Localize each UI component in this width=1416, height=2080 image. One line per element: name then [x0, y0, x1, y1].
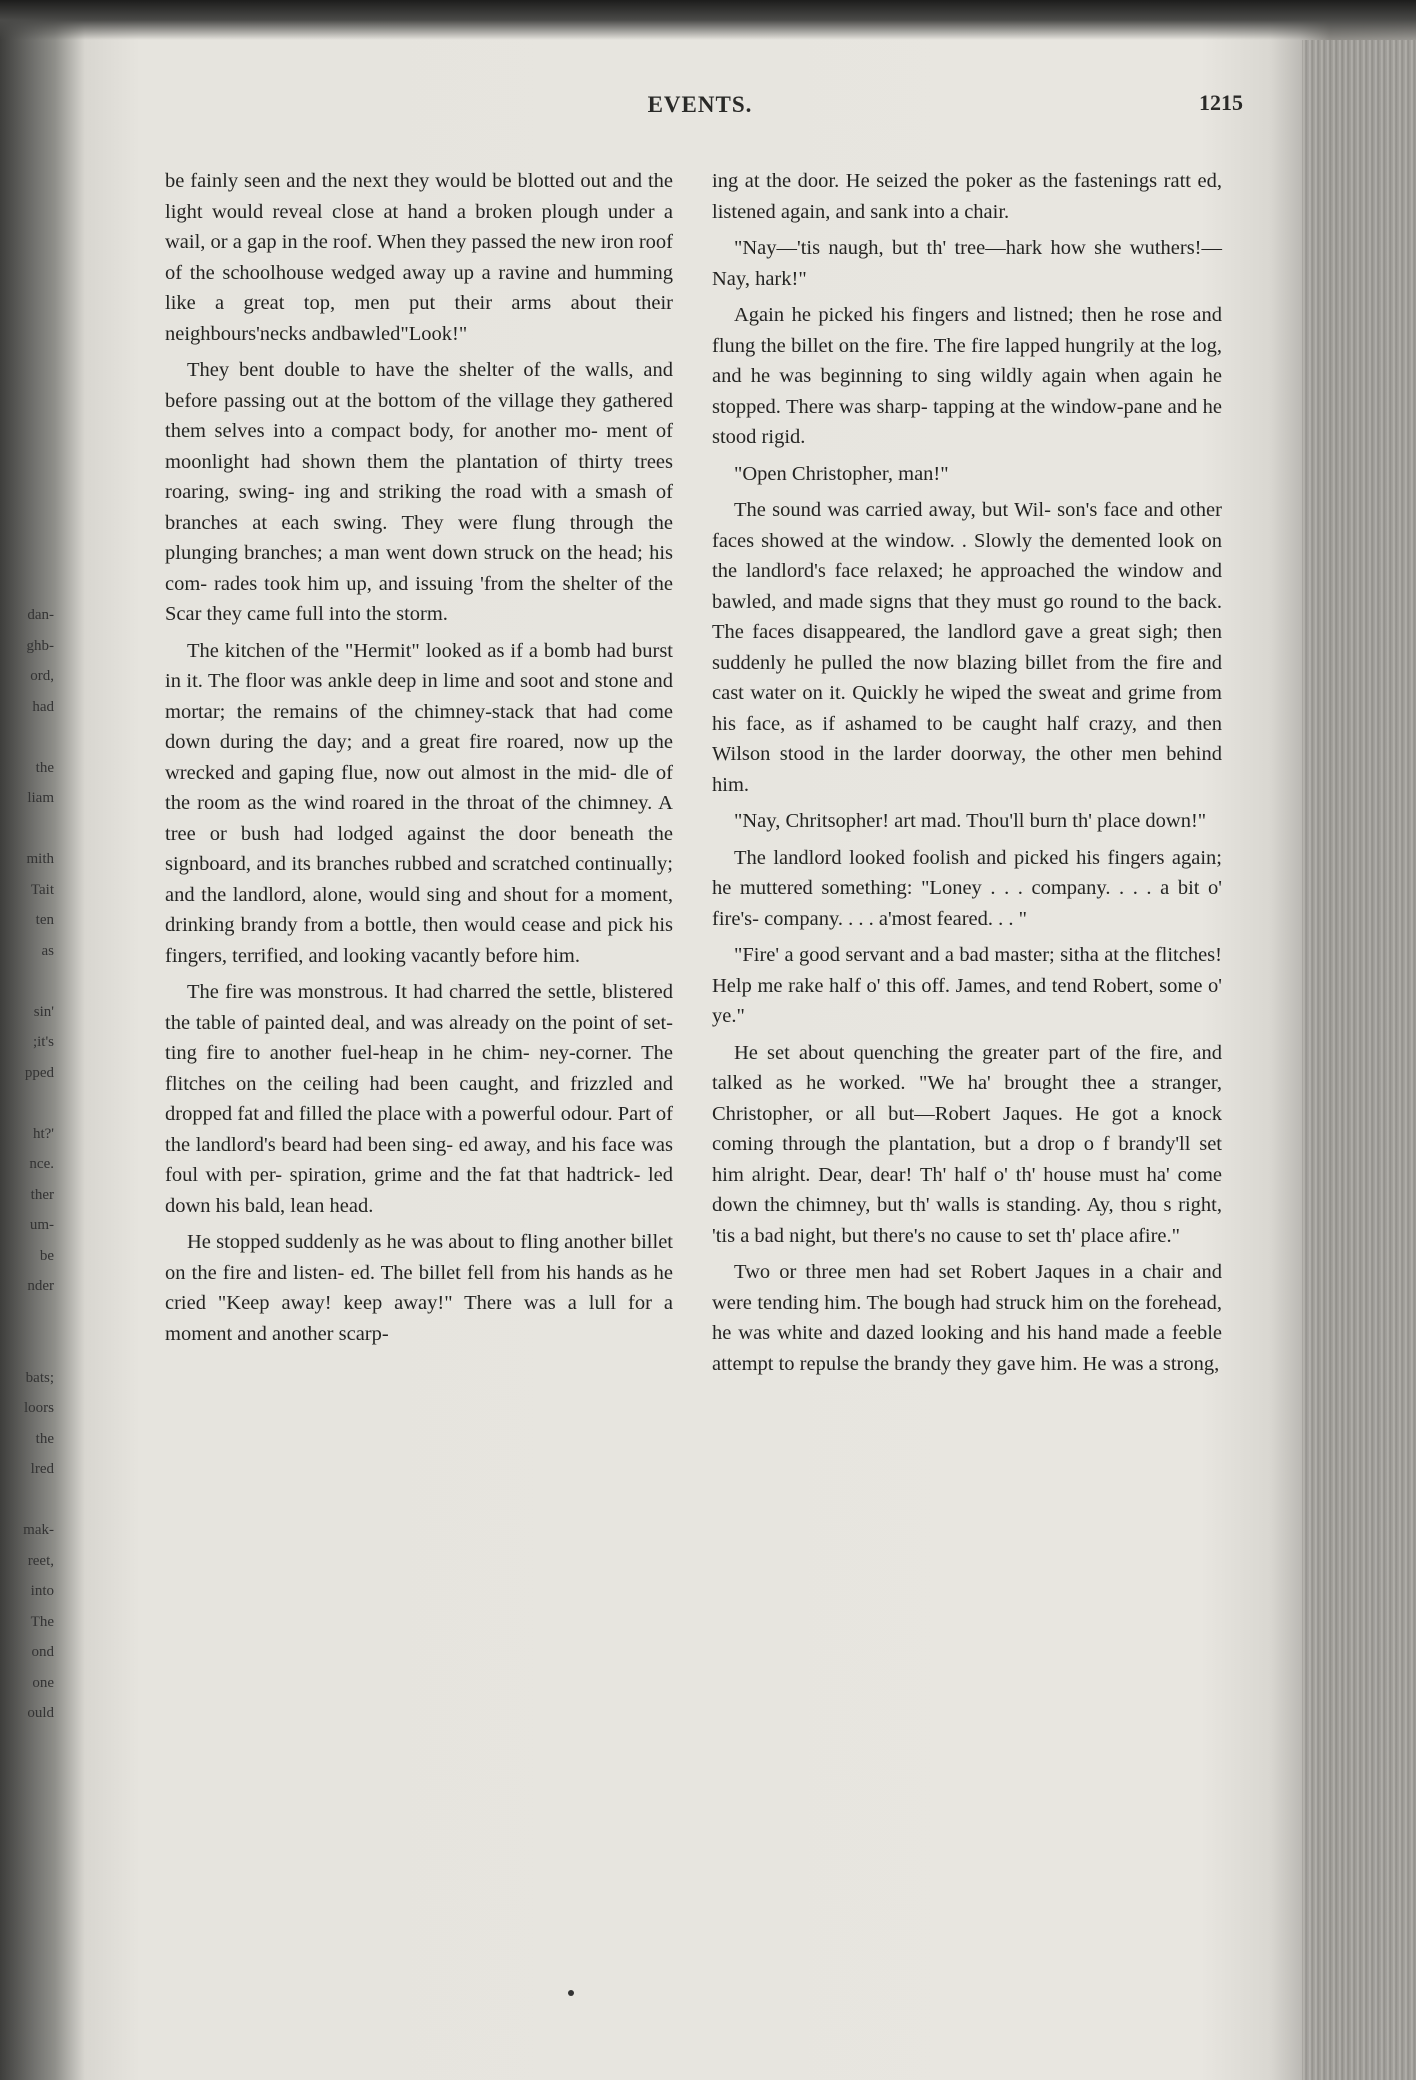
paragraph: He stopped suddenly as he was about to fling another billet on the fire and listen- ed. The billet fell from his hands as he cried "Keep away! keep away!" There was a lull for a moment and another scarp- — [165, 1231, 673, 1345]
margin-fragment: had — [32, 698, 54, 715]
top-shadow — [0, 0, 1416, 40]
margin-fragment: ond — [31, 1644, 54, 1660]
margin-fragment — [10, 814, 54, 845]
margin-fragment: dan- — [27, 607, 54, 623]
left-text-column — [165, 166, 673, 1355]
margin-fragment: ord, — [30, 668, 54, 684]
margin-fragment: bats; — [25, 1369, 54, 1386]
margin-fragment: loors — [24, 1400, 54, 1416]
margin-fragment: The — [30, 1613, 54, 1630]
margin-fragment: reet, — [27, 1552, 54, 1569]
margin-fragment: Tait — [30, 881, 54, 898]
margin-fragment: um- — [29, 1217, 54, 1233]
margin-fragment: mith — [26, 851, 54, 867]
right-text-column — [712, 166, 1222, 1385]
paragraph: He set about quenching the greater part of the fire, and talked as he worked. "We ha' brought thee a stranger, Christopher, or all but—Robert Jaques. He got a knock coming through the plantation, but a drop o f brandy'll set him alright. Dear, dear! Th' half o' th' house must ha' come down the chimney, but th' walls is standing. Ay, thou s right, 'tis a bad night, but there's no cause to set th' place afire." — [712, 1041, 1222, 1247]
margin-fragment — [10, 1088, 54, 1119]
margin-fragment: lred — [30, 1461, 54, 1477]
running-head: EVENTS. — [647, 92, 753, 117]
margin-fragment: as — [41, 942, 54, 959]
margin-fragment: the — [35, 759, 54, 776]
margin-fragment — [10, 1302, 54, 1333]
ink-spot — [568, 1990, 574, 1996]
paragraph: Again he picked his fingers and listned; then he rose and flung the billet on the fire. The fire lapped hungrily at the log, and he was beginning to sing wildly again when again he stopped. There was sharp- tapping at the window-pane and he stood rigid. — [712, 304, 1222, 448]
paragraph: The landlord looked foolish and picked his fingers again; he muttered something: "Loney . . . company. . . . a bit o' fire's- company. . . . a'most feared. . . " — [712, 846, 1222, 930]
paragraph: Two or three men had set Robert Jaques in a chair and were tending him. The bough had struck him on the forehead, he was white and dazed looking and his hand made a feeble attempt to repulse the brandy they gave him. He was a strong, — [712, 1261, 1222, 1375]
paragraph: be fainly seen and the next they would be blotted out and the light would reveal close at hand a broken plough under a wail, or a gap in the roof. When they passed the new iron roof of the schoolhouse wedged away up a ravine and humming like a great top, men put their arms about their neighbours'necks andbawled"Look!" — [165, 170, 673, 345]
margin-fragment: nce. — [29, 1156, 54, 1172]
paragraph: "Nay—'tis naugh, but th' tree—hark how she wuthers!—Nay, hark!" — [712, 237, 1222, 290]
margin-fragment: ghb- — [26, 637, 54, 654]
margin-fragment: the — [35, 1430, 54, 1447]
paragraph: "Open Christopher, man!" — [734, 462, 949, 485]
margin-fragment: ht?' — [32, 1125, 54, 1142]
paragraph: They bent double to have the shelter of the walls, and before passing out at the bottom of the village they gathered them selves into a compact body, for another mo- ment of moonlight had shown them the plantation of thirty trees roaring, swing- ing and striking the road with a smash of branches at each swing. They were flung through the plunging branches; a man went down struck on the head; his com- rades took him up, and issuing 'from the shelter of the Scar they came full into the storm. — [165, 359, 673, 625]
margin-fragment — [10, 1332, 54, 1363]
margin-fragment: one — [32, 1674, 54, 1691]
margin-fragment: ;it's — [32, 1034, 54, 1050]
margin-fragment: pped — [24, 1064, 54, 1081]
margin-fragment — [10, 1485, 54, 1516]
paragraph: "Nay, Chritsopher! art mad. Thou'll burn th' place down!" — [734, 810, 1207, 832]
page-number: 1215 — [1199, 90, 1243, 115]
margin-fragment: ther — [30, 1186, 54, 1203]
margin-fragment: liam — [27, 790, 54, 806]
paragraph: "Fire' a good servant and a bad master; sitha at the flitches! Help me rake half o' this off. James, and tend Robert, some o' ye." — [712, 944, 1222, 1027]
margin-fragment: nder — [27, 1278, 54, 1294]
page-edges — [1302, 40, 1416, 2080]
paragraph: The kitchen of the "Hermit" looked as if a bomb had burst in it. The floor was ankle deep in lime and soot and stone and mortar; the remains of the chimney-stack that had come down during the day; and a great fire roared, now up the wrecked and gaping flue, now out almost in the mid- dle of the room as the wind roared in the throat of the chimney. A tree or bush had lodged against the door beneath the signboard, and its branches rubbed and scratched continually; and the landlord, alone, would sing and shout for a moment, drinking brandy from a bottle, then would cease and pick his fingers, terrified, and looking vacantly before him. — [165, 639, 673, 967]
margin-fragment: mak- — [23, 1522, 54, 1538]
margin-fragment — [10, 722, 54, 753]
margin-fragment: ould — [27, 1705, 54, 1721]
paragraph: ing at the door. He seized the poker as the fastenings ratt ed, listened again, and sank into a chair. — [712, 170, 1222, 223]
margin-fragment: ten — [35, 912, 54, 928]
margin-fragment — [10, 966, 54, 997]
paragraph: The fire was monstrous. It had charred the settle, blistered the table of painted deal, and was already on the point of set- ting fire to another fuel-heap in he chim- ney-corner. The flitches on the ceiling had been caught, and frizzled and dropped fat and filled the place with a powerful odour. Part of the landlord's beard had been sing- ed away, and his face was foul with per- spiration, grime and the fat that hadtrick- led down his bald, lean head. — [165, 981, 673, 1217]
margin-fragment: be — [39, 1247, 54, 1264]
margin-fragment: sin' — [33, 1003, 54, 1020]
previous-page-margin-fragments — [10, 600, 54, 1721]
paragraph: The sound was carried away, but Wil- son's face and other faces showed at the window. . Slowly the demented look on the landlord's face relaxed; he approached the window and bawled, and made signs that they must go round to the back. The faces disappeared, the landlord gave a great sigh; then suddenly he pulled the now blazing billet from the fire and cast water on it. Quickly he wiped the sweat and grime from his face, as if ashamed to be caught half crazy, and then Wilson stood in the larder doorway, the other men behind him. — [712, 499, 1222, 796]
margin-fragment: into — [30, 1583, 54, 1599]
